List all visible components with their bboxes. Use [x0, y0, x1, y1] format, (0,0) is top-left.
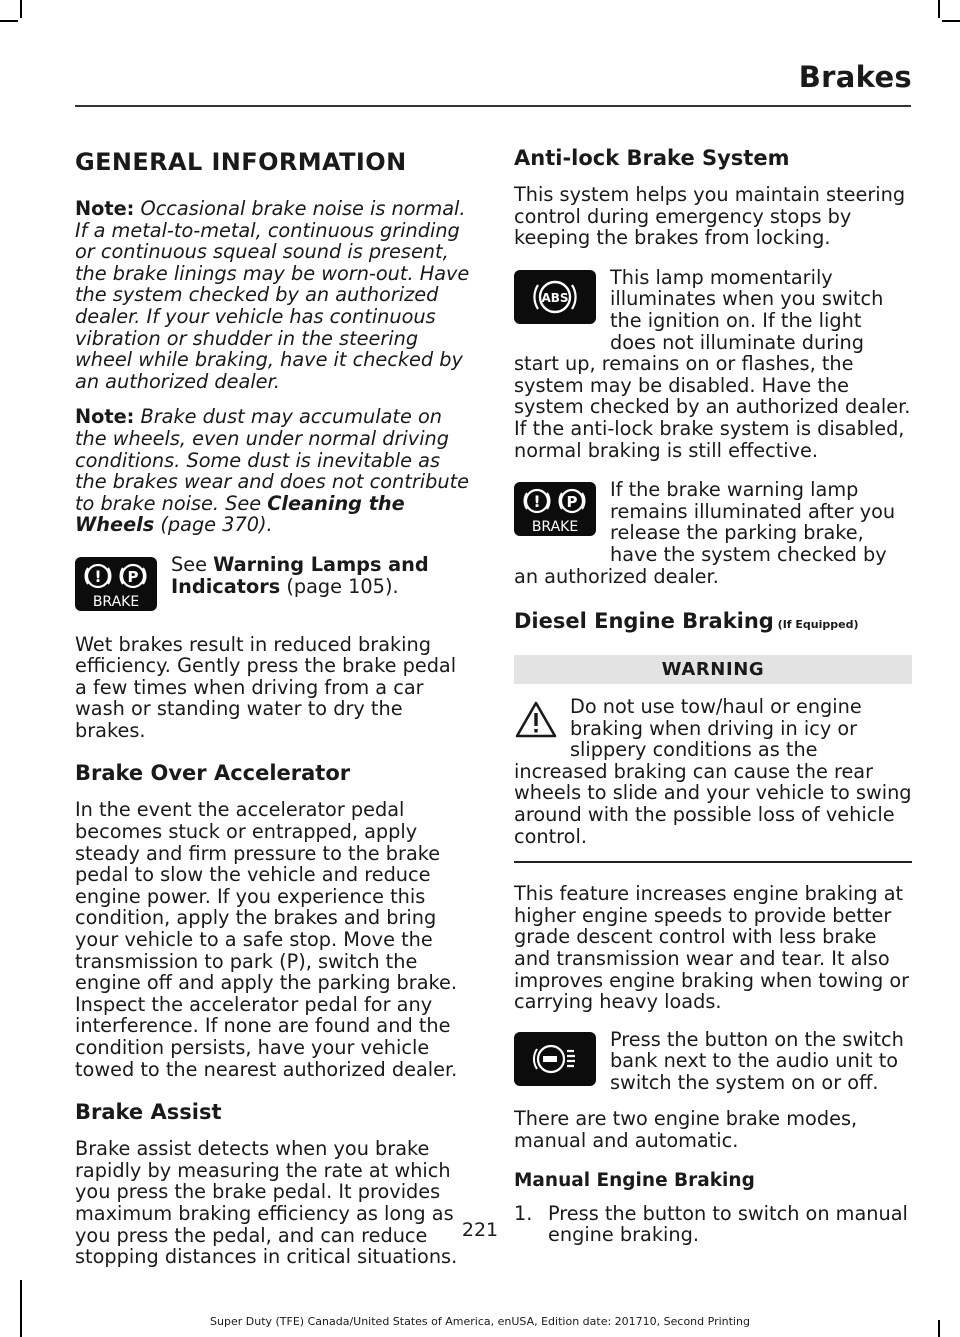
p-glyph: P [566, 493, 578, 512]
manual-engine-braking-heading: Manual Engine Braking [514, 1169, 755, 1191]
if-equipped-label: (If Equipped) [773, 618, 859, 632]
engine-brake-switch-icon [514, 1032, 596, 1091]
page-ref: (page 370). [154, 513, 273, 537]
p-glyph: P [127, 567, 139, 586]
warning-divider [514, 861, 912, 863]
list-number: 1. [514, 1201, 533, 1225]
warning-banner: WARNING [514, 655, 912, 684]
brake-assist-heading: Brake Assist [75, 1100, 222, 1125]
see-warning-lamps [75, 554, 473, 620]
crop-mark [0, 20, 18, 22]
abs-lamp-text: This lamp momentarily illuminates when you switch the ignition on. If the light does not illuminate during start up, remains on or flashes, the system may be disabled. Have the system checked by an authorized dealer. If the anti-lock brake system is disabled, normal braking is still effective. [514, 265, 911, 462]
section-title: GENERAL INFORMATION [75, 148, 407, 176]
left-column [75, 140, 473, 1282]
crop-mark [20, 0, 22, 18]
right-column [514, 140, 912, 1258]
brake-over-accelerator-paragraph: In the event the accelerator pedal becomes stuck or entrapped, apply steady and firm pressure to the brake pedal to slow the vehicle and reduce engine power. If you experience this condition, apply the brakes and bring your vehicle to a safe stop. Move the transmission to park (P), switch the engine off and apply the parking brake. Inspect the accelerator pedal for any interference. If none are found and the condition persists, have your vehicle towed to the nearest authorized dealer. [75, 798, 458, 1081]
excl-glyph: ! [94, 566, 102, 586]
warning-triangle-icon [514, 700, 558, 745]
wet-brakes-paragraph: Wet brakes result in reduced braking efficiency. Gently press the brake pedal a few times when driving from a car wash or standing water to dry the brakes. [75, 632, 457, 742]
page-header-title: Brakes [798, 60, 912, 94]
switch-button-text: Press the button on the switch bank next to the audio unit to switch the system on or off. [610, 1027, 904, 1094]
page-number: 221 [461, 1219, 499, 1241]
brake-lamp-paragraph [514, 479, 912, 587]
see-prefix: See [171, 552, 214, 576]
diesel-engine-braking-heading [514, 609, 912, 633]
brake-lamp-text: If the brake warning lamp remains illuminated after you release the parking brake, have the system checked by an authorized dealer. [514, 478, 896, 588]
excl-glyph: ! [533, 492, 541, 512]
crop-mark [20, 1280, 22, 1337]
note-brake-noise [75, 198, 473, 392]
brake-assist-paragraph: Brake assist detects when you brake rapidly by measuring the rate at which you press the brake pedal. It provides maximum braking efficiency as long as you press the pedal, and can reduce stopping distances in critical situations. [75, 1137, 458, 1269]
switch-button-paragraph [514, 1029, 912, 1095]
engine-brake-modes-paragraph: There are two engine brake modes, manual and automatic. [514, 1107, 858, 1152]
abs-lamp-paragraph [514, 267, 912, 461]
page-ref: (page 105). [280, 574, 399, 598]
engine-braking-feature-paragraph: This feature increases engine braking at higher engine speeds to provide better grade descent control with less brake and transmission wear and tear. It also improves engine braking when towing or carrying heavy loads. [514, 882, 910, 1014]
warning-lamps-link[interactable]: Warning Lamps and Indicators [171, 552, 429, 598]
brake-label: BRAKE [92, 593, 140, 610]
note-label: Note: [75, 405, 135, 429]
abs-intro: This system helps you maintain steering control during emergency stops by keeping the brakes from locking. [514, 183, 906, 250]
note-text: Occasional brake noise is normal. If a metal-to-metal, continuous grinding or continuous squeal sound is present, the brake linings may be worn-out. Have the system checked by an authorized dealer. If your vehicle has continuous vibration or shudder in the steering wheel while braking, have it checked by an authorized dealer. [75, 197, 470, 393]
page-footer: Super Duty (TFE) Canada/United States of America, enUSA, Edition date: 201710, Second Printing [210, 1315, 750, 1328]
cleaning-wheels-link[interactable]: Cleaning the Wheels [75, 491, 405, 537]
list-text: Press the button to switch on manual engine braking. [548, 1201, 908, 1247]
warning-paragraph [514, 696, 912, 847]
brake-over-accelerator-heading: Brake Over Accelerator [75, 761, 351, 786]
note-brake-dust [75, 406, 473, 536]
crop-mark [938, 0, 940, 18]
brake-label: BRAKE [531, 519, 579, 536]
abs-heading: Anti-lock Brake System [514, 146, 790, 170]
abs-glyph: ABS [541, 290, 569, 305]
note-label: Note: [75, 197, 135, 220]
abs-warning-icon [514, 270, 596, 329]
note-text: Brake dust may accumulate on the wheels, even under normal driving conditions. Some dust is inevitable as the brakes wear and does not contribute to brake noise. See [75, 405, 469, 515]
heading-text: Diesel Engine Braking [514, 609, 774, 634]
crop-mark [942, 20, 960, 22]
warning-text: Do not use tow/haul or engine braking when driving in icy or slippery conditions as the increased braking can cause the rear wheels to slide and your vehicle to swing around with the possible loss of vehicle control. [514, 695, 912, 848]
header-divider [75, 105, 911, 107]
brake-warning-icon [514, 482, 596, 541]
brake-warning-icon [75, 557, 157, 616]
